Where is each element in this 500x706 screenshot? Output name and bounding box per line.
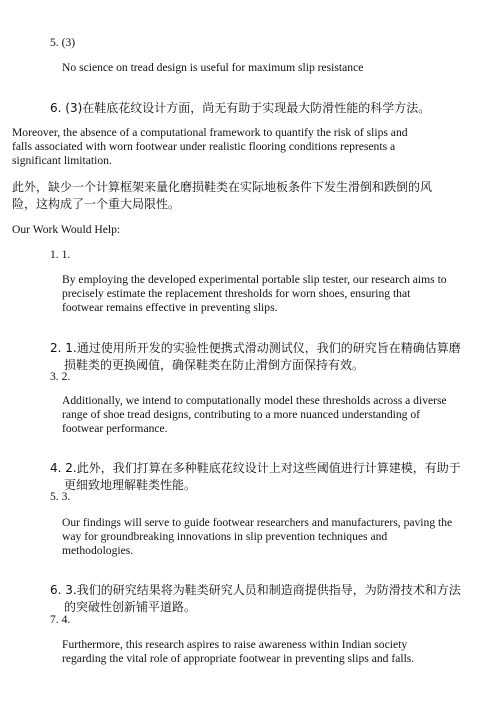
text-line: way for groundbreaking innovations in slip prevention techniques and: [62, 530, 388, 543]
list-marker-5b: 5. 3.: [50, 490, 71, 503]
text-line: Furthermore, this research aspires to raise awareness within Indian society: [62, 638, 408, 651]
text-line: footwear remains effective in preventing slips.: [62, 301, 278, 314]
text-line: 2. 1.通过使用所开发的实验性便携式滑动测试仪，我们的研究旨在精确估算磨: [50, 341, 461, 355]
text-line: significant limitation.: [12, 154, 112, 167]
text-line: 6. 3.我们的研究结果将为鞋类研究人员和制造商提供指导，为防滑技术和方法: [50, 583, 461, 597]
text-line: 险，这构成了一个重大局限性。: [12, 197, 181, 211]
list-item-2-zh: [50, 340, 461, 374]
list-marker-1: 1. 1.: [50, 248, 71, 261]
list-item-5-text: No science on tread design is useful for maximum slip resistance: [62, 61, 364, 74]
list-item-6b-zh: [50, 582, 461, 616]
text-line: 此外，缺少一个计算框架来量化磨损鞋类在实际地板条件下发生滑倒和跌倒的风: [12, 180, 433, 194]
list-item-4-zh: [50, 460, 461, 494]
moreover-paragraph-zh: [12, 179, 432, 213]
text-line: Our findings will serve to guide footwear researchers and manufacturers, paving the: [62, 516, 453, 529]
text-line: precisely estimate the replacement thresholds for worn shoes, ensuring that: [62, 287, 411, 300]
text-line: Additionally, we intend to computationally model these thresholds across a diverse: [62, 394, 447, 407]
list-marker-7: 7. 4.: [50, 613, 71, 626]
list-item-5b-text: [62, 516, 452, 558]
list-item-6-zh: 6. (3)在鞋底花纹设计方面，尚无有助于实现最大防滑性能的科学方法。: [50, 101, 431, 115]
text-line: By employing the developed experimental portable slip tester, our research aims to: [62, 273, 447, 286]
text-line: range of shoe tread designs, contributing to a more nuanced understanding of: [62, 408, 421, 421]
list-item-7-text: [62, 638, 414, 666]
text-line: 4. 2.此外，我们打算在多种鞋底花纹设计上对这些阈值进行计算建模，有助于: [50, 461, 461, 475]
list-marker-3: 3. 2.: [50, 370, 71, 383]
text-line: 更细致地理解鞋类性能。: [64, 478, 197, 492]
text-line: footwear performance.: [62, 422, 168, 435]
moreover-paragraph: [12, 126, 408, 168]
text-line: Moreover, the absence of a computational framework to quantify the risk of slips and: [12, 126, 408, 139]
text-line: methodologies.: [62, 544, 134, 557]
list-item-1-text: [62, 273, 447, 315]
text-line: regarding the vital role of appropriate footwear in preventing slips and falls.: [62, 652, 415, 665]
section-heading: Our Work Would Help:: [12, 223, 121, 236]
text-line: 损鞋类的更换阈值，确保鞋类在防止滑倒方面保持有效。: [64, 358, 365, 372]
list-item-3-text: [62, 394, 447, 436]
text-line: 的突破性创新铺平道路。: [64, 600, 197, 614]
list-marker-5: 5. (3): [50, 36, 76, 49]
text-line: falls associated with worn footwear under realistic flooring conditions represents a: [12, 140, 396, 153]
